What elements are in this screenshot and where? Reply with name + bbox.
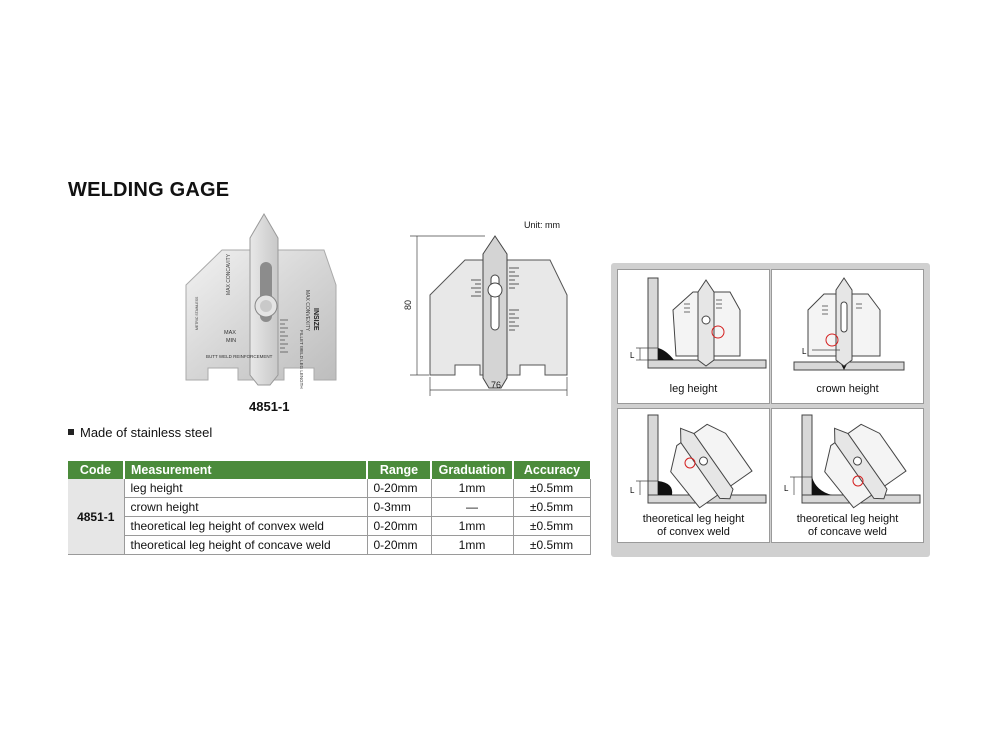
graduation-cell: 1mm [431,536,513,555]
graduation-cell: — [431,498,513,517]
product-photo [186,210,336,389]
engraving-butt-weld: BUTT WELD REINFORCEMENT [206,354,273,359]
range-cell: 0-20mm [367,517,431,536]
measurement-cell: theoretical leg height of concave weld [124,536,367,555]
table-row [68,536,590,555]
header-accuracy: Accuracy [513,461,590,479]
range-cell: 0-20mm [367,479,431,498]
accuracy-cell: ±0.5mm [513,536,590,555]
graduation-cell: 1mm [431,517,513,536]
engraving-max-convexity: MAX CONVEXITY [304,290,310,332]
code-cell: 4851-1 [68,479,124,555]
diagram-convex-weld [617,408,770,543]
diagram-label-line1: theoretical leg height [642,513,745,525]
measurement-cell: leg height [124,479,367,498]
range-cell: 0-3mm [367,498,431,517]
table-row [68,517,590,536]
brand-logo: INSIZE [312,308,319,331]
l-marker: L [630,486,635,495]
table-row [68,479,590,498]
engraving-fillet-weld: FILLET WELD LEG LENGTH [299,330,304,389]
measurement-cell: theoretical leg height of convex weld [124,517,367,536]
dimension-drawing [405,230,570,400]
engraving-max: MAX [224,330,236,336]
diagram-label-line2: of concave weld [808,526,887,538]
crown-height-illustration [772,270,923,380]
diagram-label: crown height [816,383,879,395]
diagram-crown-height [771,269,924,404]
leg-height-illustration [618,270,769,380]
engraving-metric-stainless: METRIC STAINLESS [195,296,199,330]
diagram-label: leg height [669,383,718,395]
usage-diagram-panel [611,263,930,557]
feature-item [68,425,212,440]
l-marker: L [784,484,789,493]
diagram-label-line1: theoretical leg height [796,513,899,525]
measurement-cell: crown height [124,498,367,517]
model-label: 4851-1 [249,399,290,414]
l-marker: L [802,347,807,356]
header-measurement: Measurement [124,461,367,479]
header-graduation: Graduation [431,461,513,479]
header-range: Range [367,461,431,479]
dim-width: 76 [491,380,502,390]
page-title: WELDING GAGE [68,179,230,201]
table-row [68,498,590,517]
accuracy-cell: ±0.5mm [513,517,590,536]
engraving-max-concavity: MAX CONCAVITY [226,253,232,295]
engraving-min: MIN [226,338,237,344]
l-marker: L [630,351,635,360]
unit-label: Unit: mm [524,220,560,230]
graduation-cell: 1mm [431,479,513,498]
diagram-label-line2: of convex weld [657,526,730,538]
concave-weld-illustration [772,409,923,509]
table-header-row [68,461,590,479]
dim-height: 80 [403,299,413,310]
diagram-concave-weld [771,408,924,543]
accuracy-cell: ±0.5mm [513,479,590,498]
bullet-icon [68,429,74,435]
range-cell: 0-20mm [367,536,431,555]
header-code: Code [68,461,124,479]
feature-text: Made of stainless steel [80,425,213,440]
diagram-leg-height [617,269,770,404]
spec-table [68,461,591,555]
convex-weld-illustration [618,409,769,509]
accuracy-cell: ±0.5mm [513,498,590,517]
